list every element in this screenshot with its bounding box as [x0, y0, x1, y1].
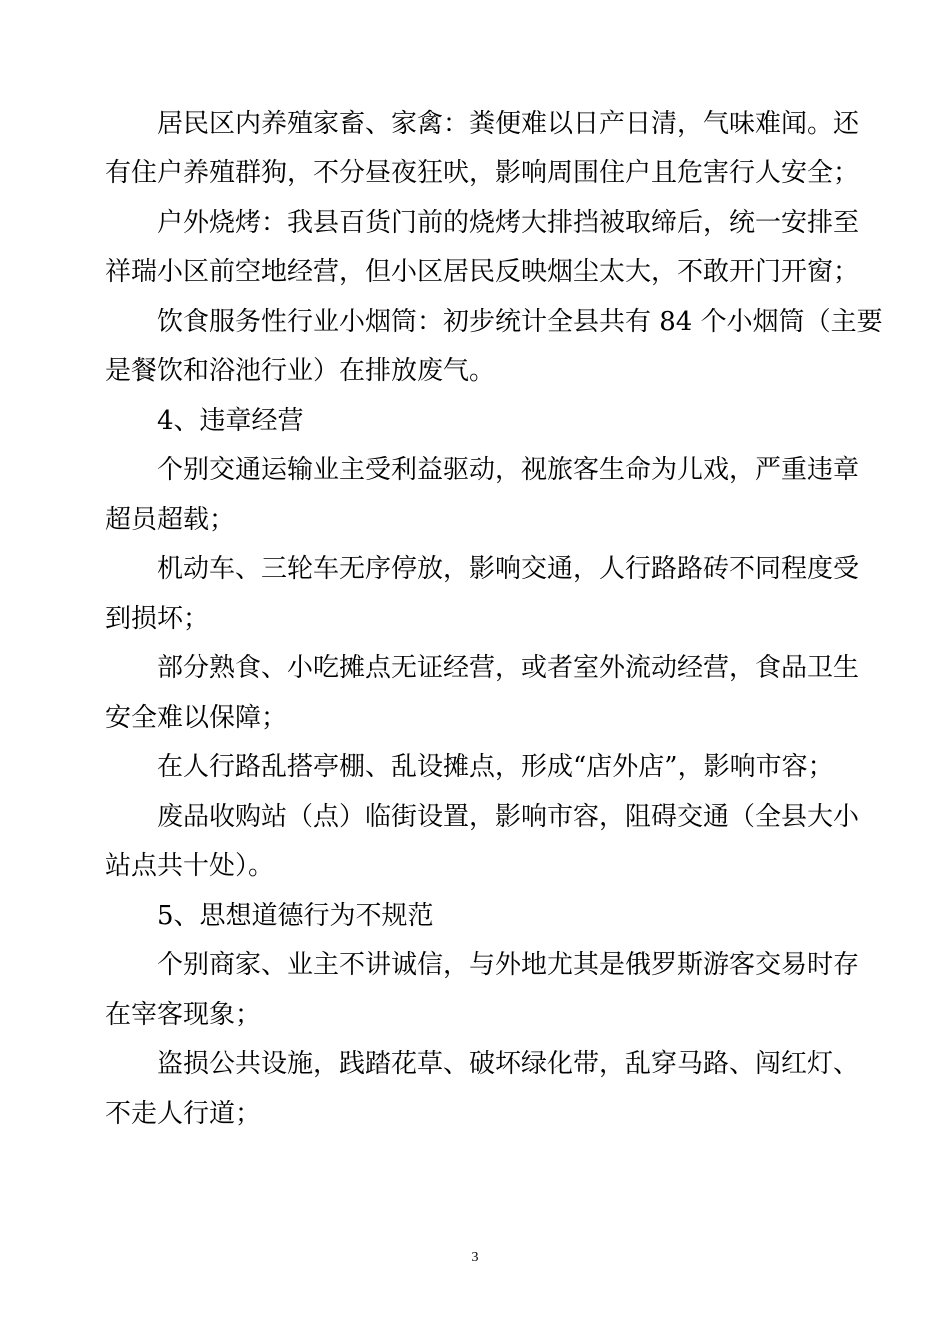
- paragraph-line: 个别商家、业主不讲诚信，与外地尤其是俄罗斯游客交易时存: [157, 950, 860, 980]
- paragraph-line: 个别交通运输业主受利益驱动，视旅客生命为儿戏，严重违章: [157, 455, 860, 485]
- paragraph-line: 居民区内养殖家畜、家禽：粪便难以日产日清，气味难闻。还: [157, 109, 860, 139]
- paragraph-line: 有住户养殖群狗，不分昼夜狂吠，影响周围住户且危害行人安全；: [105, 158, 860, 188]
- section-heading: 4、违章经营: [157, 406, 304, 436]
- paragraph-line: 安全难以保障；: [105, 703, 288, 733]
- page-number: 3: [471, 1250, 479, 1265]
- paragraph-line: 机动车、三轮车无序停放，影响交通，人行路路砖不同程度受: [157, 554, 860, 584]
- paragraph-line: 户外烧烤：我县百货门前的烧烤大排挡被取缔后，统一安排至: [157, 208, 860, 238]
- paragraph-line: 在宰客现象；: [105, 1000, 262, 1030]
- section-heading: 5、思想道德行为不规范: [157, 901, 434, 931]
- paragraph-line: 部分熟食、小吃摊点无证经营，或者室外流动经营，食品卫生: [157, 653, 860, 683]
- paragraph-line: 饮食服务性行业小烟筒：初步统计全县共有 84 个小烟筒（主要: [157, 307, 883, 337]
- paragraph-line: 盗损公共设施，践踏花草、破坏绿化带，乱穿马路、闯红灯、: [157, 1049, 860, 1079]
- paragraph-line: 到损坏；: [105, 604, 210, 634]
- paragraph-line: 超员超载；: [105, 505, 236, 535]
- paragraph-line: 祥瑞小区前空地经营，但小区居民反映烟尘太大，不敢开门开窗；: [105, 257, 860, 287]
- paragraph-line: 站点共十处）。: [105, 851, 275, 881]
- paragraph-line: 在人行路乱搭亭棚、乱设摊点，形成“店外店”，影响市容；: [157, 752, 834, 782]
- paragraph-line: 废品收购站（点）临街设置，影响市容，阻碍交通（全县大小: [157, 802, 860, 832]
- paragraph-line: 不走人行道；: [105, 1099, 262, 1129]
- paragraph-line: 是餐饮和浴池行业）在排放废气。: [105, 356, 496, 386]
